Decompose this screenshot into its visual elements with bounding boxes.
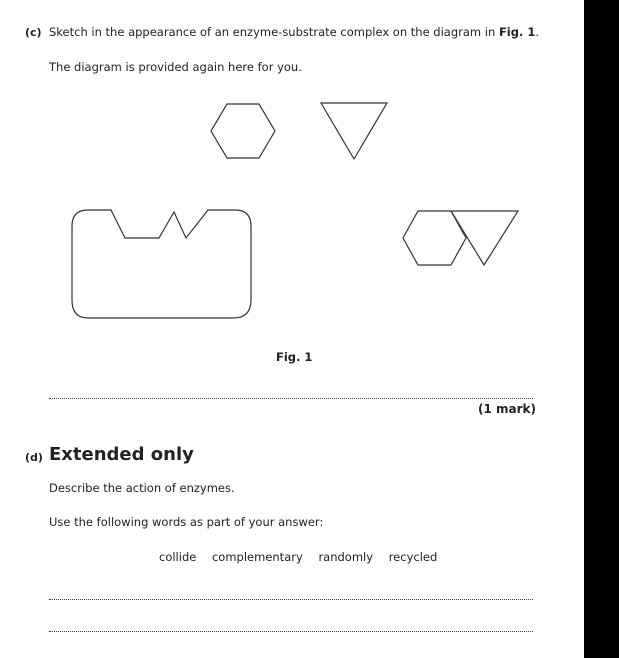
figure-caption: Fig. 1 [276,350,313,364]
answer-line[interactable] [49,398,533,399]
enzyme-diagram [0,0,584,340]
fig-reference: Fig. 1 [498,25,536,39]
question-d-instruction: Describe the action of enzymes. [49,481,235,495]
diagram-note: The diagram is provided again here for you. [49,60,302,74]
hexagon-substrate [211,104,275,158]
answer-line[interactable] [49,599,533,600]
question-d-label: (d) [25,451,43,464]
product-triangle [451,211,518,265]
black-side-bar [584,0,619,658]
question-c-instruction: Sketch in the appearance of an enzyme-substrate complex on the diagram in Fig. 1. [49,25,539,39]
word-complementary: complementary [211,550,303,564]
word-prompt: Use the following words as part of your answer: [49,515,324,529]
question-c-label: (c) [25,26,42,39]
word-list [159,550,449,564]
word-collide: collide [159,550,197,564]
extended-heading: Extended only [49,444,194,465]
triangle-substrate [321,103,387,159]
word-randomly: randomly [318,550,374,564]
enzyme-shape [72,210,251,318]
answer-line[interactable] [49,631,533,632]
word-recycled: recycled [388,550,438,564]
marks-label: (1 mark) [478,402,536,416]
